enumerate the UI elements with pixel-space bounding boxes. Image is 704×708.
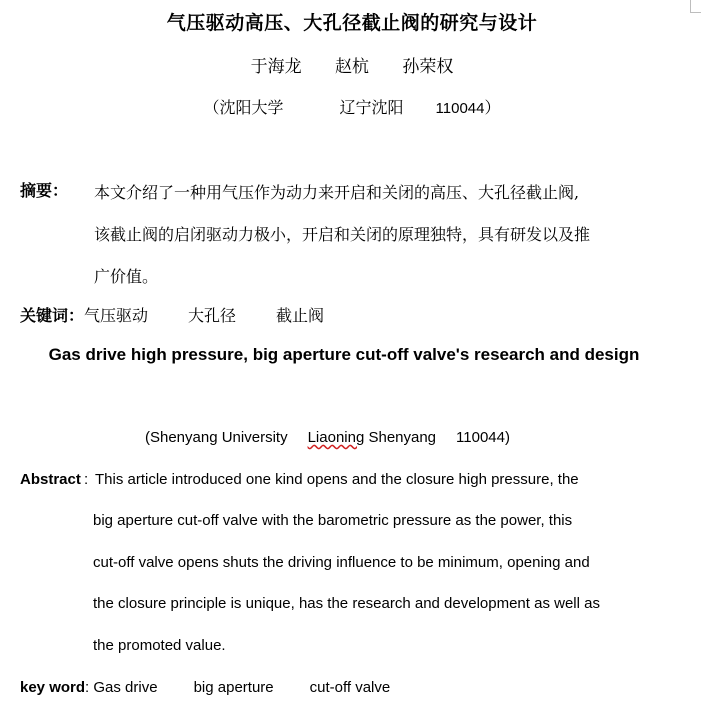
affiliation-province: Liaoning <box>307 429 365 446</box>
keyword-item: Gas drive <box>93 679 158 696</box>
keywords-label: 关键词： <box>20 306 85 325</box>
keyword-item: 气压驱动 <box>84 306 149 325</box>
keyword-item: 截止阀 <box>276 306 325 325</box>
abstract-colon: : <box>84 471 89 488</box>
abstract-body-chinese <box>94 172 672 298</box>
keywords-label: key word <box>20 679 86 696</box>
abstract-line: cut-off valve opens shuts the driving influence to be minimum, opening and <box>93 554 590 571</box>
affiliation-city: Shenyang <box>368 429 437 446</box>
abstract-line: 本文介绍了一种用气压作为动力来开启和关闭的高压、大孔径截止阀, <box>94 183 580 202</box>
abstract-label-english: Abstract <box>20 471 81 488</box>
affiliation-close-paren: ） <box>484 98 501 117</box>
title-chinese: 气压驱动高压、大孔径截止阀的研究与设计 <box>166 12 538 34</box>
title-english: Gas drive high pressure, big aperture cut-off valve's research and design <box>48 345 640 364</box>
author-name: 于海龙 <box>250 57 302 77</box>
abstract-label-chinese: 摘要： <box>20 181 69 200</box>
keyword-item: 大孔径 <box>188 306 237 325</box>
keywords-chinese <box>20 303 364 326</box>
abstract-line: the closure principle is unique, has the research and development as well as <box>93 595 600 612</box>
author-name: 孙荣权 <box>402 57 454 77</box>
affiliation-city: 辽宁沈阳 <box>339 98 404 117</box>
affiliation-university: （沈阳大学 <box>203 98 284 117</box>
abstract-line: 该截止阀的启闭驱动力极小，开启和关闭的原理独特，具有研发以及推 <box>94 225 591 244</box>
affiliation-chinese <box>0 95 704 118</box>
authors-chinese <box>0 52 704 77</box>
affiliation-university: (Shenyang University <box>145 429 288 446</box>
abstract-line: This article introduced one kind opens and the closure high pressure, the <box>95 471 579 488</box>
keywords-colon: : <box>85 679 94 696</box>
affiliation-postcode: 110044 <box>435 100 485 117</box>
keyword-item: big aperture <box>193 679 274 696</box>
author-name: 赵杭 <box>335 57 369 77</box>
keyword-item: cut-off valve <box>309 679 391 696</box>
abstract-line: 广价值。 <box>94 267 159 286</box>
affiliation-postcode: 110044) <box>456 429 510 446</box>
abstract-line: big aperture cut-off valve with the barometric pressure as the power, this <box>93 512 573 529</box>
keywords-english <box>20 679 426 696</box>
abstract-line: the promoted value. <box>93 637 226 654</box>
affiliation-english <box>145 429 510 446</box>
